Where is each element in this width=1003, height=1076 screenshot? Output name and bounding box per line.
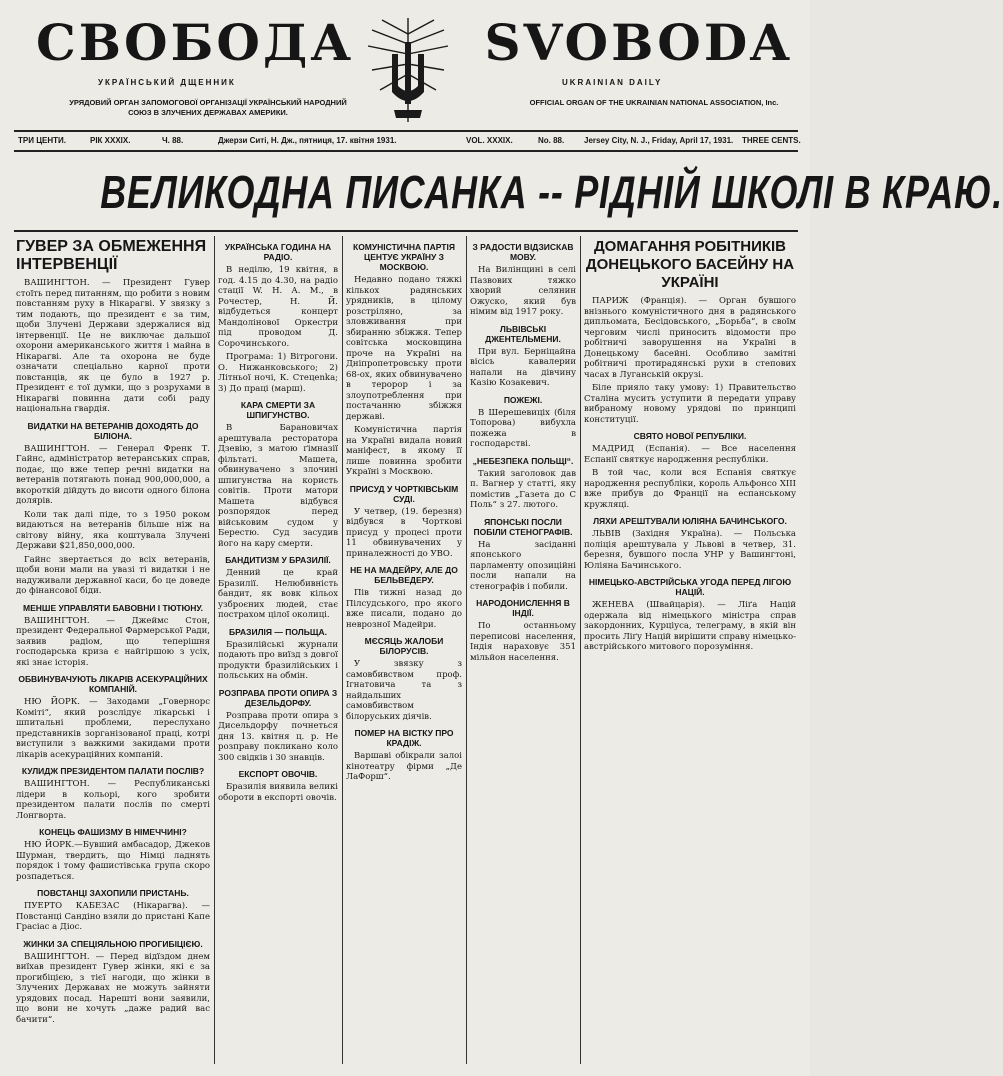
price-english: THREE CENTS. <box>742 136 801 145</box>
article-text: Бразилійські журнали подають про виїзд з довгої продукти бразилійських і польських на обмін. <box>218 639 338 681</box>
article-text: Біле прияло таку умову: 1) Правительство Сталіна мусить уступити й передати управу вибраному новому урядові по принципі конституції. <box>584 383 796 425</box>
article-text: У звязку з самовбивством проф. Ігнатовича та з найдальших самовбивством білоруських діячів. <box>346 659 462 722</box>
article-headline: НЕ НА МАДЕЙРУ, АЛЕ ДО БЕЛЬВЕДЕРУ. <box>350 565 458 585</box>
masthead-subtitle-ukrainian: УКРАЇНСЬКИЙ ДЩЕННИК <box>98 78 236 87</box>
article-text: Такий заголовок дав п. Вагнер у статті, яку помістив „Газета до С Поль“ з 27. лютого. <box>470 468 576 510</box>
article-text: НЮ ЙОРК. — Заходами „Говернорс Коміті“, який розслідує лікарські і шпитальні проблеми, переслухано представників зорганізованої праці, котрі виступили з важкими закидами проти лікарів асекураційних компаній. <box>16 697 210 760</box>
year-ukrainian: РІК XXXIX. <box>90 136 131 145</box>
article-text: ВАШИНГТОН. — Генерал Френк Т. Гайнс, адміністратор ветеранських справ, подає, що вже тепер речні видатки на ветеранів потягають понад 900,000,000, а вкороткій дійдуть до висоти одного білона долярів. <box>16 443 210 506</box>
column-divider <box>214 236 215 1064</box>
article-headline: БРАЗИЛІЯ — ПОЛЬЩА. <box>228 626 327 637</box>
article-text: МАДРИД (Еспанія). — Все населення Еспанії святкує народження республіки. <box>584 444 796 465</box>
article-text: На Вилінщині в селі Пазвових тяжко хворий селянин Ожуско, який був німим від 1917 року. <box>470 265 576 317</box>
column-divider <box>342 236 343 1064</box>
trident-emblem-icon <box>362 14 454 126</box>
article-text: У четвер, (19. березня) відбувся в Чорткові присуд у процесі проти 11 обвинувачених у приналежності до УВО. <box>346 506 462 559</box>
masthead-title-latin: SVOBODA <box>484 13 792 72</box>
article-text: НЮ ЙОРК.—Бувший амбасадор, Джеков Шурман, твердить, що Німці ладнять порядок і тому фашистівська група скоро розпадеться. <box>16 840 210 882</box>
date-english: Jersey City, N. J., Friday, April 17, 1931. <box>584 136 734 145</box>
price-ukrainian: ТРИ ЦЕНТИ. <box>18 136 67 145</box>
main-headline: ВЕЛИКОДНА ПИСАНКА -- РІДНІЙ ШКОЛІ В КРАЮ. <box>100 166 1003 218</box>
article-text: ПАРИЖ (Франція). — Орган бувшого внізнього комуністичного дня в радянського дипльомата, Бесідовського, „Борьба“, в своїм черговим числі приносить відомости про робітничі заворушення на Україні в Донецькому басейні. Особливо замітні робітничі протирадянські рухи в степових часах в Луганській окрузі. <box>584 296 796 380</box>
article-text: ЛЬВІВ (Західня Україна). — Польська поліція арештувала у Львові в четвер, 31. березня, бувшого посла УНР у Вашингтоні, Юліяна Бачинського. <box>584 529 796 571</box>
column-divider <box>466 236 467 1064</box>
column-divider <box>580 236 581 1064</box>
article-headline: КОМУНІСТИЧНА ПАРТІЯ ЦЕНТУЄ УКРАЇНУ З МОСКВОЮ. <box>353 242 455 272</box>
number-english: No. 88. <box>538 136 565 145</box>
column-5 <box>584 236 796 1066</box>
article-headline: ГУВЕР ЗА ОБМЕЖЕННЯ ІНТЕРВЕНЦІЇ <box>16 238 207 273</box>
article-headline: ОБВИНУВАЧУЮТЬ ЛІКАРІВ АСЕКУРАЦІЙНИХ КОМПАНІЙ. <box>18 674 208 694</box>
article-headline: МЄСЯЦЬ ЖАЛОБИ БІЛОРУСІВ. <box>364 636 444 656</box>
article-headline: МЕНШЕ УПРАВЛЯТИ БАВОВНИ І ТЮТЮНУ. <box>23 602 203 613</box>
article-headline: БАНДИТИЗМ У БРАЗИЛІЇ. <box>225 555 331 565</box>
article-headline: ЖИНКИ ЗА СПЕЦІЯЛЬНОЮ ПРОГИБІЦІЄЮ. <box>23 938 203 949</box>
article-headline: РОЗПРАВА ПРОТИ ОПИРА З ДЕЗЕЛЬДОРФУ. <box>218 687 338 708</box>
article-text: Пів тижні назад до Пілсудського, про якого вже писали, подано до неврозної Мадейри. <box>346 588 462 630</box>
article-text: При вул. Берніцайна вісісь кавалерии напали на дівчину Казію Козакевич. <box>470 346 576 388</box>
date-ukrainian: Джерзи Ситі, Н. Дж., пятниця, 17. квітня 1931. <box>218 136 397 145</box>
column-4 <box>470 236 576 1066</box>
article-headline: ДОМАГАННЯ РОБІТНИКІВ ДОНЕЦЬКОГО БАСЕЙНУ НА УКРАЇНІ <box>585 238 795 291</box>
article-text: ВАШИНГТОН. — Республиканські лідери в кольорі, кого зробити президентом палати послів по смерті Лонгворта. <box>16 779 210 821</box>
masthead-official-ukrainian: УРЯДОВИЙ ОРГАН ЗАПОМОГОВОЇ ОРГАНІЗАЦІЇ УКРАЇНСЬКИЙ НАРОДНИЙ СОЮЗ В ЗЛУЧЕНИХ ДЕРЖАВАХ АМЕРИКИ. <box>69 98 347 117</box>
masthead-title-ukrainian: СВОБОДА <box>36 13 355 72</box>
article-text: Розправа проти опира з Дисельдорфу почнеться дня 13. квітня ц. р. Не розправу покликано коло 300 свідків і 30 знавців. <box>218 710 338 763</box>
article-text: Недавно подано тяжкі кількох радянських урядників, в цілому розстріляно, за зловживання при збиранню збіжжя. Тепер совітська московщина проче на Україні на Дніпропетровську проти 68-ох, яких обвинувачено в теророр і за злоупотреблення при постачанню збіжжя державі. <box>346 275 462 422</box>
article-headline: ЛЯХИ АРЕШТУВАЛИ ЮЛІЯНА БАЧИНСЬКОГО. <box>593 516 787 526</box>
info-bar <box>14 130 801 152</box>
article-text: По останньому переписові населення, Індія нараховує 351 мільйон населення. <box>470 621 576 663</box>
article-text: На засіданні японського парламенту опозиційні посли напали на стенографів і побили. <box>470 539 576 592</box>
number-ukrainian: Ч. 88. <box>162 136 184 145</box>
masthead <box>14 14 798 126</box>
masthead-subtitle-english: UKRAINIAN DAILY <box>562 78 663 87</box>
article-headline: ПОВСТАНЦІ ЗАХОПИЛИ ПРИСТАНЬ. <box>37 888 189 898</box>
column-3 <box>346 236 462 1066</box>
article-headline: НІМЕЦЬКО-АВСТРІЙСЬКА УГОДА ПЕРЕД ЛІГОЮ НАЦІЙ. <box>588 577 792 597</box>
article-headline: УКРАЇНСЬКА ГОДИНА НА РАДІО. <box>224 242 332 262</box>
article-headline: ПРИСУД У ЧОРТКІВСЬКІМ СУДІ. <box>349 483 459 504</box>
article-text: ВАШИНГТОН. — Джеймс Стон, президент Федеральної Фармерської Ради, заявив радіом, що теперішня господарська криза є найгіршою з усіх, які знає історія. <box>16 615 210 668</box>
masthead-official-english: OFFICIAL ORGAN OF THE UKRAINIAN NATIONAL ASSOCIATION, Inc. <box>529 98 779 107</box>
column-1 <box>16 236 210 1066</box>
article-text: ПУЕРТО КАБЕЗАС (Нікарагва). — Повстанці Сандіно взяли до пристані Капе Грасіас а Діос. <box>16 901 210 932</box>
column-2 <box>218 236 338 1066</box>
article-headline: ЯПОНСЬКІ ПОСЛИ ПОБІЛИ СТЕНОГРАФІВ. <box>473 516 573 537</box>
article-text: В той час, коли вся Еспанія святкує народження республіки, король Альфонсо XIII вже прибув до Франції на еспанському кружляці. <box>584 468 796 510</box>
article-headline: ЛЬВІВСЬКІ ДЖЕНТЕЛЬМЕНИ. <box>485 323 561 344</box>
article-headline: ВИДАТКИ НА ВЕТЕРАНІВ ДОХОДЯТЬ ДО БІЛІОНА. <box>27 420 199 441</box>
article-text: В неділю, 19 квітня, в год. 4.15 до 4.30, на радіо стації W. H. A. M., в Рочестер, Н. Й. відбудеться концерт Мандолінової Оркестри під проводом Д. Сорочинського. <box>218 265 338 349</box>
article-text: Програма: 1) Вітрогони. О. Нижанковського; 2) Літньої ночі, К. Стецenka; 3) До праці (марш). <box>218 352 338 394</box>
article-text: В Барановичах арештувала ресторатора Дзевію, з матою ґімназії фільтаті. Машета, обвинувачено з злочині шпигунства на користь совітів. Проти матори Машета відбувся розпорядок перед військовим судом у Берестю. Суд засудив його на кару смерти. <box>218 423 338 549</box>
article-headline: КУЛИДЖ ПРЕЗИДЕНТОМ ПАЛАТИ ПОСЛІВ? <box>21 766 205 776</box>
article-headline: ЕКСПОРТ ОВОЧІВ. <box>238 769 318 779</box>
article-headline: СВЯТО НОВОЇ РЕПУБЛІКИ. <box>633 431 747 441</box>
article-text: Коли так далі піде, то з 1950 роком видаються на ветеранів більше ніж на світову війну, яка коштувала Злучені Держави $21,850,000,000. <box>16 509 210 551</box>
article-headline: ПОМЕР НА ВІСТКУ ПРО КРАДІЖ. <box>354 728 454 748</box>
article-text: Бразилія виявила великі обороти в експорті овочів. <box>218 782 338 803</box>
article-text: ВАШИНГТОН. — Президент Гувер стоїть перед питанням, що робити з новим повстанням руху в Нікарагві. У звязку з тим подають, що президент є за тим, щоби Злучені Держави здержалися від інтервенції. Це не виключає дальшої охорони американського життя і майна в Нікарагві. Але та охорона не буде означати спеціально карної проти повстанців, як це було в 1927 р. Президент є тої думки, що з розрухами в Нікарагві повинна дати собі раду національна гвардія. <box>16 278 210 414</box>
article-text: Варшаві обікрали залоі кінотеатру фірми „Де ЛаФорш“. <box>346 751 462 782</box>
article-headline: ПОЖЕЖІ. <box>503 394 543 405</box>
article-headline: „НЕБЕЗПЕКА ПОЛЬЩІ“. <box>472 455 574 466</box>
article-headline: З РАДОСТИ ВІДЗИСКАВ МОВУ. <box>472 242 574 262</box>
volume-english: VOL. XXXIX. <box>466 136 513 145</box>
article-headline: КОНЕЦЬ ФАШИЗМУ В НІМЕЧЧИНІ? <box>39 827 187 837</box>
article-text: ВАШИНГТОН. — Перед відїздом днем виїхав президент Гувер жінки, які є за прогибіцією, з тієї нагоди, що жінки в Злучених Державах не можуть зайняти урядових посад. Нарешті вони заявили, що вони не хочуть „даже радий вас бачити“. <box>16 951 210 1025</box>
article-text: Гайнс звертається до всіх ветеранів, щоби вони мали на увазі ті видатки і не надуживали державної каси, бо це доведе до фінансової біди. <box>16 554 210 596</box>
article-text: Комуністична партія на Україні видала новий маніфест, в якому її лише повинна зробити Україні з Москвою. <box>346 425 462 477</box>
article-headline: КАРА СМЕРТИ ЗА ШПИГУНСТВО. <box>240 400 316 420</box>
article-text: В Шерешевиціх (біля Топорова) вибухла пожежа в господарстві. <box>470 407 576 449</box>
article-text: Денний це край Бразилії. Нелюбивність бандит, як вовк кільох узброєних людей, стає пострахом цілої околиці. <box>218 568 338 620</box>
headline-rule <box>14 230 798 232</box>
article-headline: НАРОДОНИСЛЕННЯ В ІНДІЇ. <box>476 598 570 618</box>
article-text: ЖЕНЕВА (Швайцарія). — Ліґа Націй одержала від німецького міністра справ закордонних, Курціуса, телеграму, в якій він просить Ліґу Націй вирішити справу німецько-австрійського митового порозуміння. <box>584 600 796 652</box>
